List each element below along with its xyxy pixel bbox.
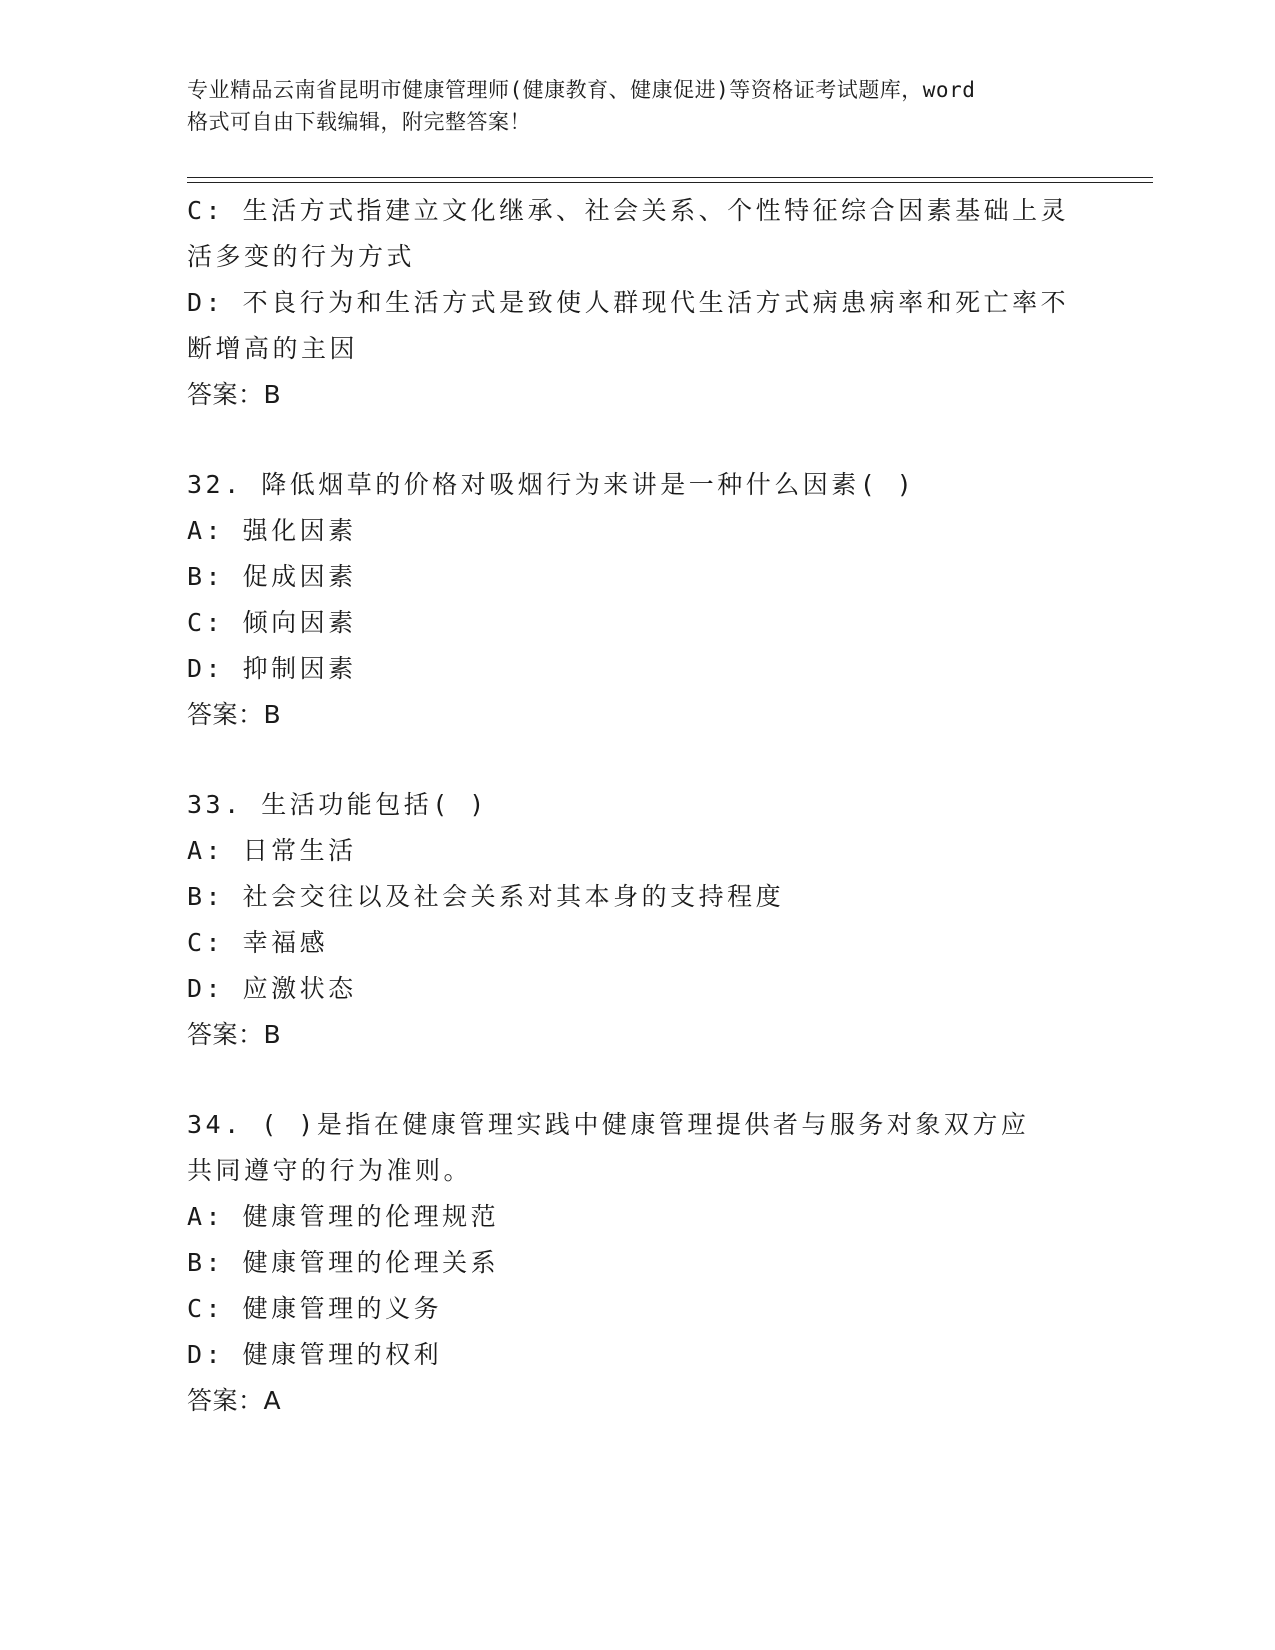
document-header [187,74,1087,138]
answer-line: 答案：B [187,380,282,409]
option-a: A: 强化因素 [187,516,357,545]
header-line-2: 格式可自由下载编辑，附完整答案！ [187,110,531,134]
answer-line: 答案：B [187,1020,282,1049]
question-stem: 32. 降低烟草的价格对吸烟行为来讲是一种什么因素( ) [187,470,916,499]
option-c-line-1: C: 生活方式指建立文化继承、社会关系、个性特征综合因素基础上灵 [187,196,1070,225]
question-stem-line-2: 共同遵守的行为准则。 [187,1156,473,1185]
question-31-continuation [187,188,1087,418]
option-c: C: 倾向因素 [187,608,357,637]
answer-line: 答案：A [187,1386,282,1415]
option-c-line-2: 活多变的行为方式 [187,242,416,271]
option-c: C: 幸福感 [187,928,329,957]
option-c: C: 健康管理的义务 [187,1294,443,1323]
question-34 [187,1102,1087,1424]
option-d: D: 抑制因素 [187,654,357,683]
question-stem: 33. 生活功能包括( ) [187,790,488,819]
option-b: B: 社会交往以及社会关系对其本身的支持程度 [187,882,785,911]
question-33 [187,782,1087,1058]
document-body [187,188,1087,1424]
option-a: A: 健康管理的伦理规范 [187,1202,500,1231]
answer-line: 答案：B [187,700,282,729]
option-b: B: 健康管理的伦理关系 [187,1248,500,1277]
option-d: D: 健康管理的权利 [187,1340,443,1369]
option-d-line-1: D: 不良行为和生活方式是致使人群现代生活方式病患病率和死亡率不 [187,288,1070,317]
header-divider-top [187,177,1153,178]
question-32 [187,462,1087,738]
question-stem-line-1: 34. ( )是指在健康管理实践中健康管理提供者与服务对象双方应 [187,1110,1030,1139]
option-d-line-2: 断增高的主因 [187,334,359,363]
option-a: A: 日常生活 [187,836,357,865]
option-b: B: 促成因素 [187,562,357,591]
header-divider-bottom [187,182,1153,183]
option-d: D: 应激状态 [187,974,357,1003]
header-line-1: 专业精品云南省昆明市健康管理师(健康教育、健康促进)等资格证考试题库，word [187,78,976,102]
